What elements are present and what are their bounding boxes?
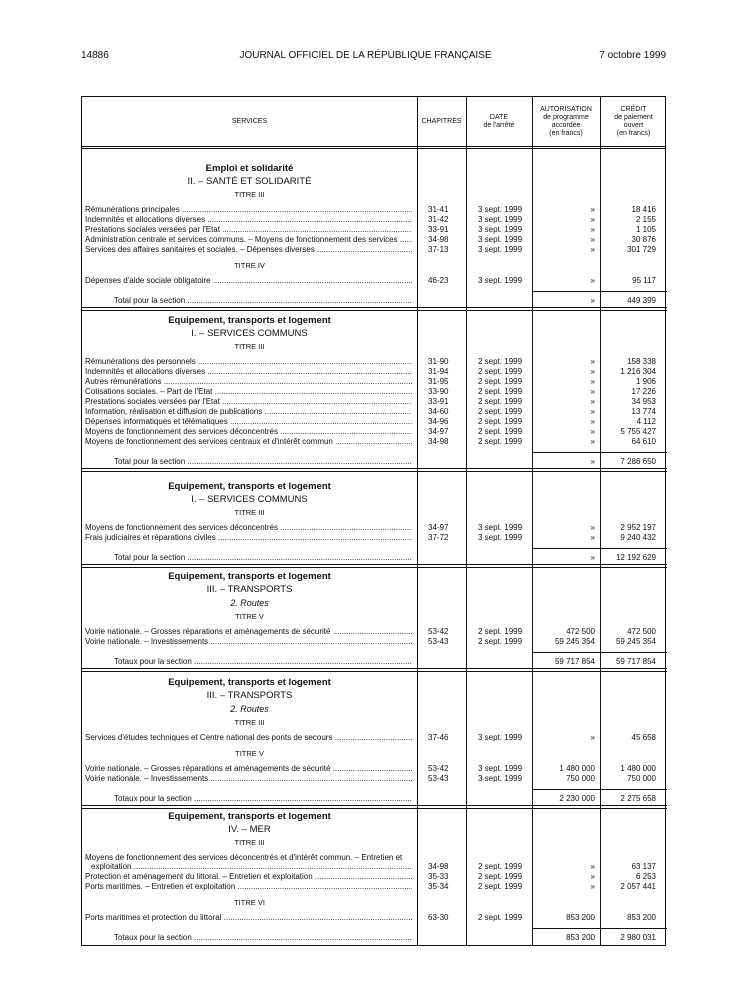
service-label: Autres rémunérations ..... [85, 377, 412, 387]
chapter-number: 33-90 [428, 387, 449, 396]
total-credit: 59 717 854 [615, 657, 656, 666]
program-authorization: » [590, 397, 595, 406]
section-title: Equipement, transports et logement [168, 315, 331, 326]
program-authorization: » [590, 357, 595, 366]
payment-credit: 853 200 [627, 913, 656, 922]
section-total-row [82, 794, 667, 804]
order-date: 2 sept. 1999 [478, 407, 523, 416]
table-row [82, 523, 667, 533]
chapter-number: 34-98 [428, 862, 449, 871]
order-date: 3 sept. 1999 [478, 523, 523, 532]
titre-heading: TITRE VI [234, 898, 265, 907]
table-row [82, 215, 667, 225]
total-authorization: » [590, 553, 595, 562]
payment-credit: 64 610 [631, 437, 656, 446]
section-total-row [82, 933, 667, 943]
table-row [82, 407, 667, 417]
column-header-date: DATE de l'arrêté [483, 113, 515, 129]
column-header-services: SERVICES [231, 117, 268, 125]
payment-credit: 158 338 [627, 357, 656, 366]
table-row [82, 437, 667, 447]
service-label: Moyens de fonctionnement des services déconcentrés ..... [85, 523, 412, 533]
table-row [82, 774, 667, 784]
payment-credit: 13 774 [631, 407, 656, 416]
table-row [82, 417, 667, 427]
total-authorization: » [590, 457, 595, 466]
service-label: Protection et aménagement du littoral. – Entretien et exploitation ..... [85, 872, 412, 882]
section-title: Equipement, transports et logement [168, 677, 331, 688]
table-row [82, 913, 667, 923]
program-authorization: » [590, 245, 595, 254]
order-date: 3 sept. 1999 [478, 225, 523, 234]
order-date: 2 sept. 1999 [478, 367, 523, 376]
chapter-number: 63-30 [428, 913, 449, 922]
total-label: Total pour la section ..... [114, 457, 412, 467]
total-label: Total pour la section ..... [114, 296, 412, 306]
section-separator [82, 668, 667, 672]
titre-heading: TITRE IV [234, 261, 265, 270]
payment-credit: 472 500 [627, 627, 656, 636]
payment-credit: 1 216 304 [620, 367, 656, 376]
chapter-number: 34-60 [428, 407, 449, 416]
service-label: Dépenses informatiques et télématiques ..... [85, 417, 412, 427]
table-row [82, 387, 667, 397]
chapter-number: 34-98 [428, 437, 449, 446]
total-rule [532, 548, 667, 549]
program-authorization: 750 000 [566, 774, 595, 783]
chapter-number: 37-72 [428, 533, 449, 542]
program-authorization: » [590, 225, 595, 234]
credits-table [81, 96, 666, 946]
table-row [82, 862, 667, 872]
service-label: Services des affaires sanitaires et sociales. – Dépenses diverses ..... [85, 245, 412, 255]
chapter-number: 31-94 [428, 367, 449, 376]
section-separator [82, 805, 667, 809]
section-separator [82, 468, 667, 472]
payment-credit: 1 105 [635, 225, 656, 234]
order-date: 3 sept. 1999 [478, 276, 523, 285]
table-row [82, 427, 667, 437]
section-subtitle: IV. – MER [228, 824, 271, 835]
service-label: Voirie nationale. – Investissements ..... [85, 637, 412, 647]
program-authorization: » [590, 205, 595, 214]
total-authorization: 2 230 000 [559, 794, 595, 803]
service-label: Indemnités et allocations diverses ..... [85, 367, 412, 377]
service-label: Information, réalisation et diffusion de publications ..... [85, 407, 412, 417]
total-credit: 12 192 629 [615, 553, 656, 562]
program-authorization: » [590, 523, 595, 532]
order-date: 2 sept. 1999 [478, 872, 523, 881]
order-date: 2 sept. 1999 [478, 637, 523, 646]
chapter-number: 53-42 [428, 627, 449, 636]
service-label: Cotisations sociales. – Part de l'Etat ..... [85, 387, 412, 397]
payment-credit: 4 112 [636, 417, 656, 426]
program-authorization: » [590, 276, 595, 285]
section-subtitle-2: 2. Routes [230, 704, 269, 714]
section-title: Emploi et solidarité [205, 163, 294, 174]
header-rule [82, 146, 665, 147]
order-date: 2 sept. 1999 [478, 627, 523, 636]
section-total-row [82, 457, 667, 467]
titre-heading: TITRE III [234, 508, 265, 517]
total-credit: 449 399 [627, 296, 656, 305]
chapter-number: 33-91 [428, 397, 449, 406]
issue-date: 7 octobre 1999 [599, 50, 666, 61]
page-number: 14886 [81, 50, 109, 61]
service-label: Services d'études techniques et Centre national des ponts de secours ..... [85, 733, 412, 743]
section-total-row [82, 657, 667, 667]
order-date: 2 sept. 1999 [478, 357, 523, 366]
service-label: Administration centrale et services communs. – Moyens de fonctionnement des services ..... [85, 235, 412, 245]
table-row [82, 882, 667, 892]
service-label: Voirie nationale. – Grosses réparations et aménagements de sécurité ..... [85, 764, 412, 774]
program-authorization: » [590, 377, 595, 386]
section-title: Equipement, transports et logement [168, 811, 331, 822]
order-date: 3 sept. 1999 [478, 205, 523, 214]
order-date: 2 sept. 1999 [478, 427, 523, 436]
program-authorization: » [590, 437, 595, 446]
service-label: Moyens de fonctionnement des services déconcentrés et d'intérêt commun. – Entretien et [85, 853, 403, 862]
section-total-row [82, 296, 667, 306]
payment-credit: 18 416 [631, 205, 656, 214]
table-row [82, 245, 667, 255]
section-title: Equipement, transports et logement [168, 481, 331, 492]
payment-credit: 63 137 [631, 862, 656, 871]
total-credit: 2 980 031 [620, 933, 656, 942]
service-label: Rémunérations principales ..... [85, 205, 412, 215]
chapter-number: 53-42 [428, 764, 449, 773]
total-authorization: 59 717 854 [554, 657, 595, 666]
table-row [82, 533, 667, 543]
order-date: 3 sept. 1999 [478, 235, 523, 244]
program-authorization: » [590, 862, 595, 871]
section-separator [82, 564, 667, 568]
payment-credit: 9 240 432 [620, 533, 656, 542]
total-rule [532, 291, 667, 292]
order-date: 2 sept. 1999 [478, 397, 523, 406]
program-authorization: » [590, 235, 595, 244]
section-subtitle: I. – SERVICES COMMUNS [191, 328, 308, 339]
table-row [82, 357, 667, 367]
service-label: Dépenses d'aide sociale obligatoire ..... [85, 276, 412, 286]
section-subtitle-2: 2. Routes [230, 598, 269, 608]
total-rule [532, 928, 667, 929]
table-row [82, 377, 667, 387]
table-row [82, 627, 667, 637]
chapter-number: 53-43 [428, 774, 449, 783]
table-row [82, 764, 667, 774]
order-date: 2 sept. 1999 [478, 882, 523, 891]
section-separator [82, 307, 667, 311]
program-authorization: 1 480 000 [559, 764, 595, 773]
chapter-number: 31-42 [428, 215, 449, 224]
titre-heading: TITRE III [234, 190, 265, 199]
chapter-number: 37-13 [428, 245, 449, 254]
titre-heading: TITRE III [234, 718, 265, 727]
service-label: Ports maritimes. – Entretien et exploitation ..... [85, 882, 412, 892]
chapter-number: 35-33 [428, 872, 449, 881]
order-date: 2 sept. 1999 [478, 417, 523, 426]
service-label: Voirie nationale. – Grosses réparations et aménagements de sécurité ..... [85, 627, 412, 637]
column-header-autorisation: AUTORISATION de programme accordée (en francs) [540, 105, 592, 137]
total-label: Total pour la section ..... [114, 553, 412, 563]
journal-title: JOURNAL OFFICIEL DE LA RÉPUBLIQUE FRANÇAISE [239, 50, 492, 61]
payment-credit: 34 953 [631, 397, 656, 406]
total-authorization: » [590, 296, 595, 305]
service-label: Frais judiciaires et réparations civiles ..... [85, 533, 412, 543]
chapter-number: 46-23 [428, 276, 449, 285]
program-authorization: » [590, 872, 595, 881]
service-label: exploitation ..... [91, 862, 412, 872]
service-label: Moyens de fonctionnement des services centraux et d'intérêt commun ..... [85, 437, 412, 447]
program-authorization: 59 245 354 [554, 637, 595, 646]
section-subtitle: III. – TRANSPORTS [206, 690, 293, 701]
program-authorization: » [590, 215, 595, 224]
chapter-number: 34-98 [428, 235, 449, 244]
order-date: 2 sept. 1999 [478, 437, 523, 446]
table-row [82, 235, 667, 245]
order-date: 3 sept. 1999 [478, 774, 523, 783]
program-authorization: » [590, 533, 595, 542]
order-date: 3 sept. 1999 [478, 533, 523, 542]
section-subtitle: I. – SERVICES COMMUNS [191, 494, 308, 505]
chapter-number: 33-91 [428, 225, 449, 234]
order-date: 2 sept. 1999 [478, 377, 523, 386]
payment-credit: 301 729 [627, 245, 656, 254]
total-authorization: 853 200 [566, 933, 595, 942]
table-row [82, 637, 667, 647]
titre-heading: TITRE V [235, 749, 264, 758]
order-date: 2 sept. 1999 [478, 913, 523, 922]
order-date: 3 sept. 1999 [478, 215, 523, 224]
order-date: 3 sept. 1999 [478, 764, 523, 773]
program-authorization: 853 200 [566, 913, 595, 922]
table-row [82, 733, 667, 743]
total-label: Totaux pour la section ..... [114, 794, 412, 804]
column-header-chapitres: CHAPITRES [421, 117, 462, 125]
program-authorization: » [590, 367, 595, 376]
service-label: Prestations sociales versées par l'Etat ..... [85, 397, 412, 407]
titre-heading: TITRE V [235, 612, 264, 621]
order-date: 2 sept. 1999 [478, 862, 523, 871]
chapter-number: 37-46 [428, 733, 449, 742]
total-label: Totaux pour la section ..... [114, 657, 412, 667]
order-date: 3 sept. 1999 [478, 245, 523, 254]
titre-heading: TITRE III [234, 342, 265, 351]
payment-credit: 2 057 441 [620, 882, 656, 891]
table-row [82, 225, 667, 235]
program-authorization: » [590, 882, 595, 891]
payment-credit: 45 658 [631, 733, 656, 742]
order-date: 2 sept. 1999 [478, 387, 523, 396]
chapter-number: 31-95 [428, 377, 449, 386]
table-row [82, 276, 667, 286]
program-authorization: 472 500 [566, 627, 595, 636]
service-label: Moyens de fonctionnement des services déconcentrés ..... [85, 427, 412, 437]
program-authorization: » [590, 387, 595, 396]
chapter-number: 35-34 [428, 882, 449, 891]
total-rule [532, 652, 667, 653]
column-header-credit: CRÉDIT de paiement ouvert (en francs) [614, 105, 653, 137]
section-subtitle: II. – SANTÉ ET SOLIDARITÉ [187, 176, 312, 187]
payment-credit: 59 245 354 [615, 637, 656, 646]
program-authorization: » [590, 417, 595, 426]
total-label: Totaux pour la section ..... [114, 933, 412, 943]
payment-credit: 6 253 [635, 872, 656, 881]
service-label: Indemnités et allocations diverses ..... [85, 215, 412, 225]
total-credit: 2 275 658 [620, 794, 656, 803]
table-row [82, 872, 667, 882]
chapter-number: 31-90 [428, 357, 449, 366]
payment-credit: 750 000 [627, 774, 656, 783]
payment-credit: 2 952 197 [620, 523, 656, 532]
titre-heading: TITRE III [234, 838, 265, 847]
header-rule [82, 148, 665, 149]
table-row [82, 367, 667, 377]
service-label: Prestations sociales versées par l'Etat ..... [85, 225, 412, 235]
payment-credit: 95 117 [632, 276, 656, 285]
chapter-number: 53-43 [428, 637, 449, 646]
payment-credit: 1 480 000 [620, 764, 656, 773]
service-label: Rémunérations des personnels ..... [85, 357, 412, 367]
section-subtitle: III. – TRANSPORTS [206, 584, 293, 595]
chapter-number: 34-97 [428, 523, 449, 532]
payment-credit: 17 226 [631, 387, 656, 396]
payment-credit: 2 155 [635, 215, 656, 224]
table-row [82, 397, 667, 407]
section-title: Equipement, transports et logement [168, 571, 331, 582]
service-label: Ports maritimes et protection du littoral ..... [85, 913, 412, 923]
chapter-number: 34-97 [428, 427, 449, 436]
total-rule [532, 789, 667, 790]
payment-credit: 5 755 427 [620, 427, 656, 436]
payment-credit: 1 906 [635, 377, 656, 386]
section-total-row [82, 553, 667, 563]
program-authorization: » [590, 427, 595, 436]
program-authorization: » [590, 733, 595, 742]
table-row [82, 205, 667, 215]
service-label: Voirie nationale. – Investissements ..... [85, 774, 412, 784]
order-date: 3 sept. 1999 [478, 733, 523, 742]
payment-credit: 30 876 [631, 235, 656, 244]
total-credit: 7 286 650 [620, 457, 656, 466]
chapter-number: 31-41 [428, 205, 449, 214]
chapter-number: 34-96 [428, 417, 449, 426]
program-authorization: » [590, 407, 595, 416]
total-rule [532, 452, 667, 453]
